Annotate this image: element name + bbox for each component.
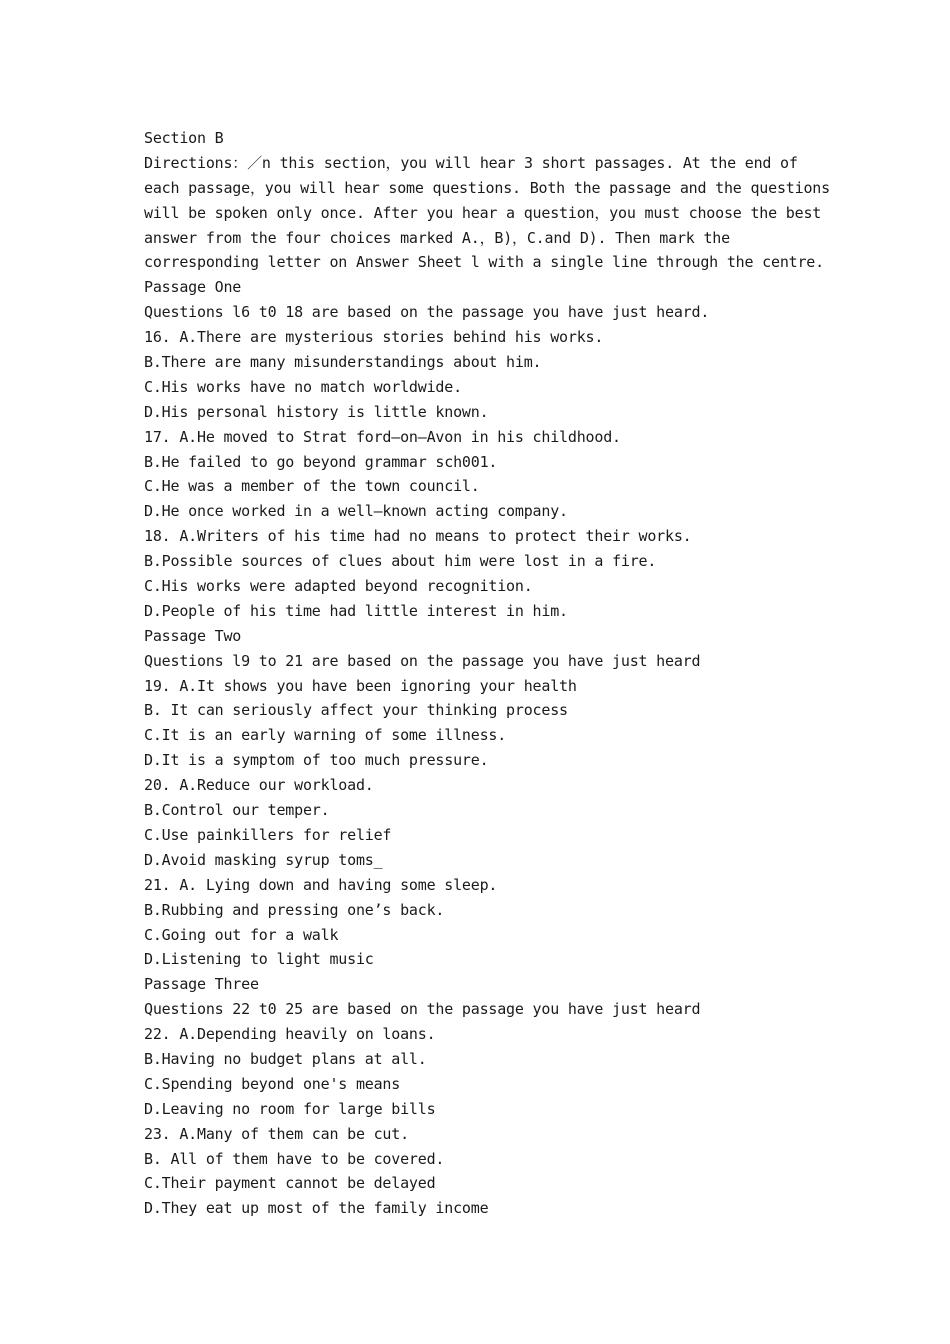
question-line: 16. A.There are mysterious stories behind his works. bbox=[144, 328, 604, 347]
document-page bbox=[144, 126, 844, 1221]
passage-two bbox=[144, 624, 844, 972]
directions-line: corresponding letter on Answer Sheet l with a single line through the centre. bbox=[144, 253, 824, 272]
option-d: D.Listening to light music bbox=[144, 950, 374, 969]
option-c: C.His works were adapted beyond recognition. bbox=[144, 577, 533, 596]
option-b: B.Rubbing and pressing one’s back. bbox=[144, 900, 445, 919]
question-line: 20. A.Reduce our workload. bbox=[144, 776, 374, 795]
passage-title: Passage Three bbox=[144, 975, 259, 994]
option-d: D.They eat up most of the family income bbox=[144, 1199, 489, 1218]
directions-line: each passage，you will hear some questions. Both the passage and the questions bbox=[144, 178, 830, 197]
passage-intro: Questions l6 t0 18 are based on the passage you have just heard. bbox=[144, 303, 710, 322]
passage-title: Passage Two bbox=[144, 626, 242, 645]
option-c: C.It is an early warning of some illness. bbox=[144, 726, 507, 745]
question-22 bbox=[144, 1022, 844, 1122]
directions-line: will be spoken only once. After you hear a question，you must choose the best bbox=[144, 203, 822, 222]
question-line: 17. A.He moved to Strat ford—on—Avon in his childhood. bbox=[144, 427, 621, 446]
question-line: 19. A.It shows you have been ignoring your health bbox=[144, 676, 577, 695]
directions bbox=[144, 151, 844, 275]
question-17 bbox=[144, 425, 844, 525]
option-c: C.He was a member of the town council. bbox=[144, 477, 480, 496]
option-b: B.There are many misunderstandings about him. bbox=[144, 353, 542, 372]
question-line: 22. A.Depending heavily on loans. bbox=[144, 1025, 436, 1044]
passage-three bbox=[144, 972, 844, 1221]
question-20 bbox=[144, 773, 844, 873]
question-line: 21. A. Lying down and having some sleep. bbox=[144, 875, 498, 894]
passage-title: Passage One bbox=[144, 278, 242, 297]
option-d: D.People of his time had little interest in him. bbox=[144, 601, 568, 620]
passage-one bbox=[144, 275, 844, 623]
option-c: C.Use painkillers for relief bbox=[144, 825, 392, 844]
option-c: C.Going out for a walk bbox=[144, 925, 339, 944]
option-b: B. All of them have to be covered. bbox=[144, 1149, 445, 1168]
question-line: 18. A.Writers of his time had no means to protect their works. bbox=[144, 527, 692, 546]
passage-intro: Questions l9 to 21 are based on the passage you have just heard bbox=[144, 651, 701, 670]
option-d: D.It is a symptom of too much pressure. bbox=[144, 751, 489, 770]
question-21 bbox=[144, 873, 844, 973]
option-d: D.Leaving no room for large bills bbox=[144, 1099, 436, 1118]
question-19 bbox=[144, 674, 844, 774]
option-c: C.Their payment cannot be delayed bbox=[144, 1174, 436, 1193]
question-16 bbox=[144, 325, 844, 425]
option-c: C.His works have no match worldwide. bbox=[144, 377, 462, 396]
question-18 bbox=[144, 524, 844, 624]
directions-line: Directions：／n this section，you will hear 3 short passages. At the end of bbox=[144, 153, 798, 172]
question-line: 23. A.Many of them can be cut. bbox=[144, 1124, 409, 1143]
option-b: B.Possible sources of clues about him were lost in a fire. bbox=[144, 552, 657, 571]
option-b: B.He failed to go beyond grammar sch001. bbox=[144, 452, 498, 471]
option-b: B.Control our temper. bbox=[144, 801, 330, 820]
option-d: D.He once worked in a well—known acting company. bbox=[144, 502, 568, 521]
option-d: D.His personal history is little known. bbox=[144, 402, 489, 421]
option-b: B. It can seriously affect your thinking process bbox=[144, 701, 568, 720]
question-23 bbox=[144, 1122, 844, 1222]
option-d: D.Avoid masking syrup toms_ bbox=[144, 850, 383, 869]
section-title: Section B bbox=[144, 129, 224, 147]
passage-intro: Questions 22 t0 25 are based on the passage you have just heard bbox=[144, 1000, 701, 1019]
directions-line: answer from the four choices marked A.，B)，C.and D). Then mark the bbox=[144, 228, 730, 247]
option-c: C.Spending beyond one's means bbox=[144, 1074, 401, 1093]
option-b: B.Having no budget plans at all. bbox=[144, 1049, 427, 1068]
